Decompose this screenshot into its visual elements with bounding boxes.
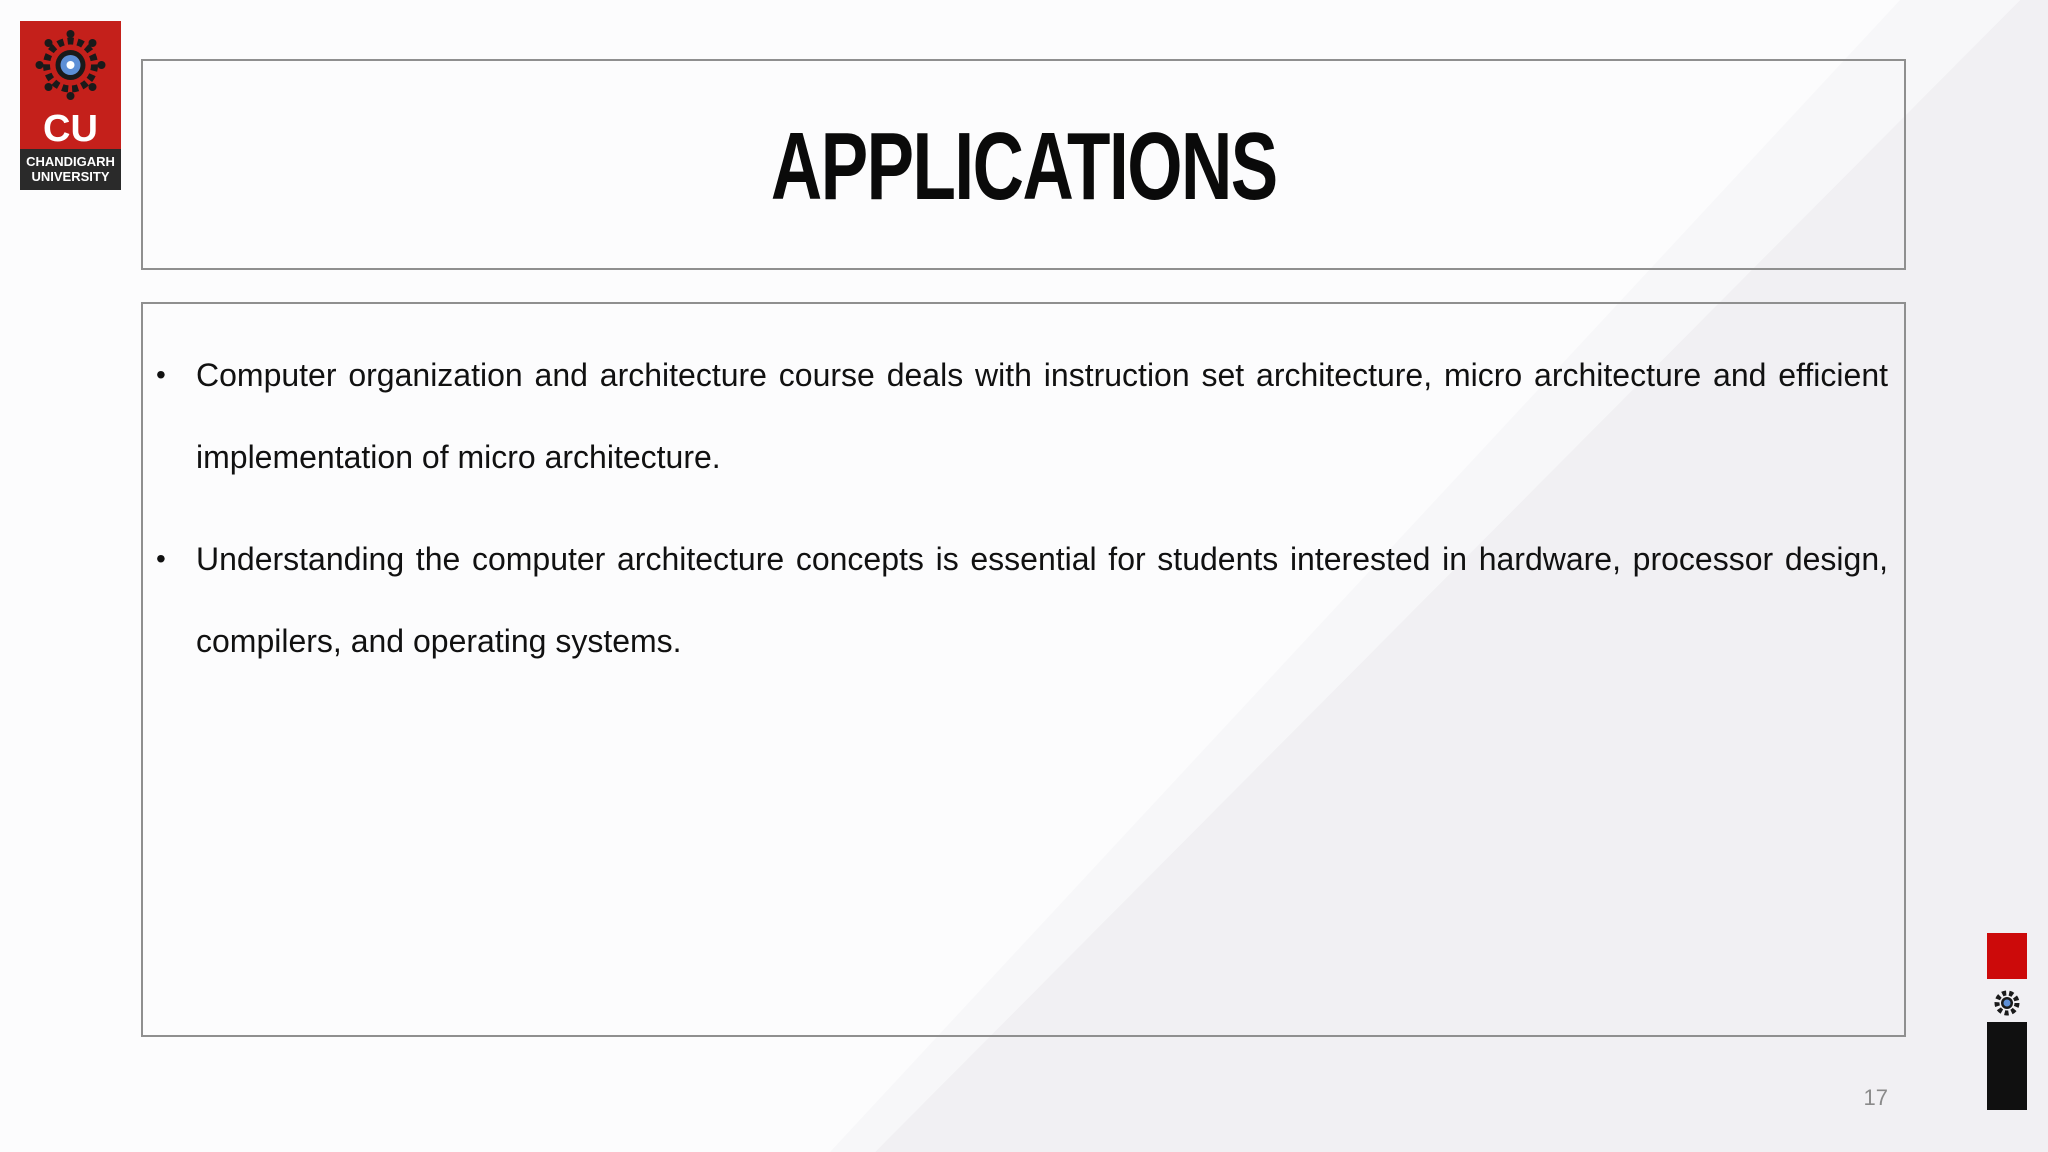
logo-line1: CHANDIGARH: [26, 154, 115, 169]
bullet-text: Computer organization and architecture course deals with instruction set architecture, micro architecture and efficient implementation of micro architecture.: [196, 357, 1888, 475]
content-box: [141, 302, 1906, 1037]
logo-abbrev: CU: [43, 108, 98, 150]
title-box: [141, 59, 1906, 270]
bullet-symbol: •: [156, 359, 166, 390]
bullet-item: [143, 518, 1904, 682]
logo-line2: UNIVERSITY: [31, 169, 110, 184]
side-accent-red: [1987, 933, 2027, 979]
bullet-text: Understanding the computer architecture concepts is essential for students interested in hardware, processor design, compilers, and operating systems.: [196, 541, 1888, 659]
university-logo: [20, 21, 121, 190]
page-number: 17: [1863, 1085, 1888, 1110]
bullet-item: [143, 334, 1904, 498]
gear-icon: [1990, 986, 2024, 1020]
side-accent-black: [1987, 1022, 2027, 1110]
bullet-symbol: •: [156, 543, 166, 574]
bullet-list: [143, 334, 1904, 702]
slide-title: APPLICATIONS: [770, 112, 1277, 220]
